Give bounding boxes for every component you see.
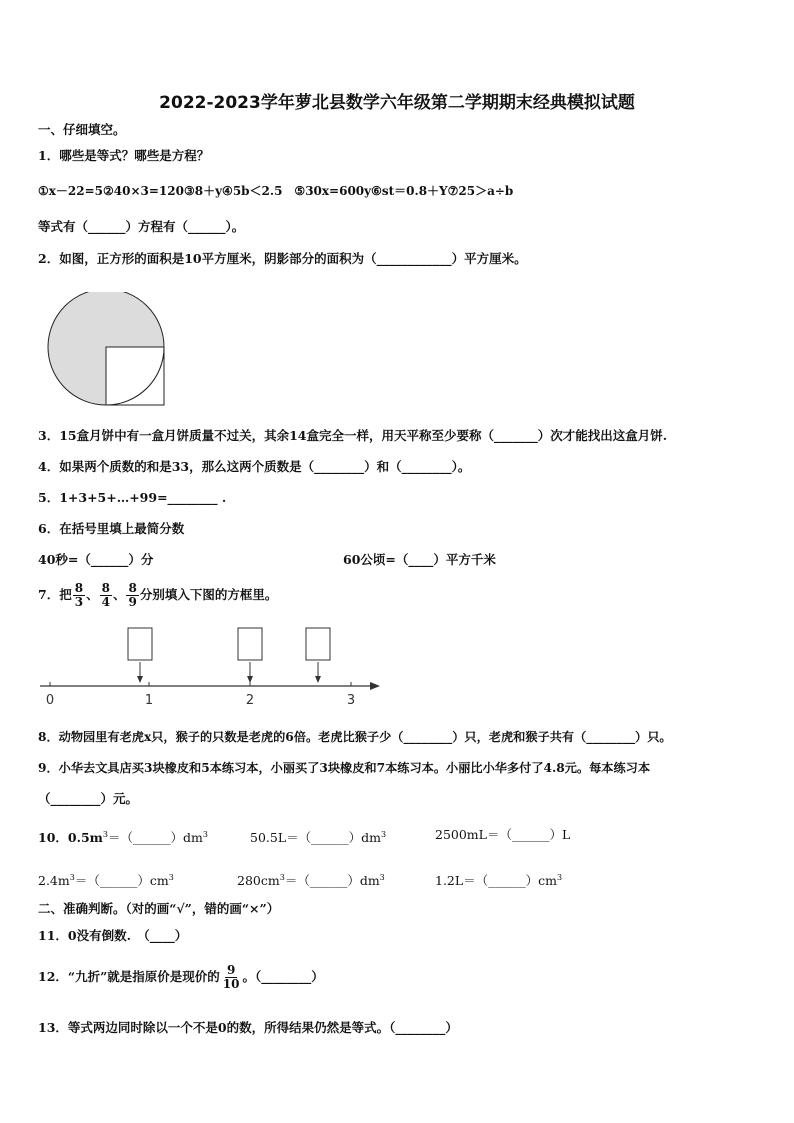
question-1-answer: 等式有（______）方程有（______）。 bbox=[38, 219, 245, 234]
q7-prefix: 7．把 bbox=[38, 587, 72, 602]
answer-box-1 bbox=[128, 628, 152, 660]
fraction-numerator: 9 bbox=[226, 963, 236, 977]
q10-e-value: 280cm bbox=[237, 873, 280, 889]
number-line-figure bbox=[36, 624, 386, 708]
q10-e-answer: ＝（______）dm bbox=[284, 873, 380, 889]
q10-d2-superscript: 3 bbox=[168, 873, 174, 882]
fraction-8-9 bbox=[126, 582, 138, 609]
pointer-arrowhead-1 bbox=[137, 676, 143, 683]
answer-box-2 bbox=[238, 628, 262, 660]
q10-b-superscript: 3 bbox=[381, 830, 387, 839]
section-2-heading: 二、准确判断。（对的画“√”，错的画“×”） bbox=[38, 901, 280, 916]
pointer-arrowhead-3 bbox=[315, 676, 321, 683]
q10-a-superscript: 3 bbox=[102, 830, 108, 839]
fraction-numerator: 8 bbox=[128, 581, 137, 595]
number-line-arrowhead bbox=[370, 682, 380, 690]
q10-d-superscript: 3 bbox=[69, 873, 75, 882]
question-6-stem: 6．在括号里填上最简分数 bbox=[38, 521, 185, 536]
pointer-arrowhead-2 bbox=[247, 676, 253, 683]
question-10-number: 10． bbox=[38, 830, 68, 846]
question-13-text: 13．等式两边同时除以一个不是0的数，所得结果仍然是等式。（________） bbox=[38, 1020, 458, 1035]
page-title: 2022-2023学年萝北县数学六年级第二学期期末经典模拟试题 bbox=[159, 93, 635, 113]
tick-label-2: 2 bbox=[245, 693, 255, 708]
q10-f-superscript: 3 bbox=[557, 873, 563, 882]
q7-separator: 、 bbox=[86, 587, 99, 602]
question-2-text: 2．如图，正方形的面积是10平方厘米，阴影部分的面积为（____________）平方厘米。 bbox=[38, 251, 527, 266]
q7-suffix: 分别填入下图的方框里。 bbox=[139, 587, 278, 602]
question-12-text bbox=[38, 960, 324, 996]
answer-box-3 bbox=[306, 628, 330, 660]
question-6-left: 40秒=（______）分 bbox=[38, 552, 154, 567]
q10-b-answer: 50.5L＝（______）dm bbox=[250, 830, 381, 846]
tick-label-3: 3 bbox=[346, 693, 356, 708]
question-6-right: 60公顷=（____）平方千米 bbox=[343, 552, 496, 567]
q10-a-value: 0.5m bbox=[67, 830, 103, 846]
q12-prefix: 12．“九折”就是指原价是现价的 bbox=[38, 969, 220, 984]
q10-e-superscript: 3 bbox=[279, 873, 285, 882]
question-5-text: 5．1+3+5+…+99=________ . bbox=[38, 490, 227, 505]
question-4-text: 4．如果两个质数的和是33，那么这两个质数是（________）和（________）。 bbox=[38, 459, 471, 474]
white-quarter-circle bbox=[106, 347, 164, 405]
question-10-c: 2500mL＝（______）L bbox=[435, 827, 571, 842]
question-9-line1: 9．小华去文具店买3块橡皮和5本练习本，小丽买了3块橡皮和7本练习本。小丽比小华多付了4.8元。每本练习本 bbox=[38, 761, 651, 775]
question-10-row1 bbox=[38, 827, 208, 846]
q10-a2-superscript: 3 bbox=[202, 830, 208, 839]
question-1-items: ①x－22=5②40×3=120③8＋y④5b＜2.5 ⑤30x=600y⑥st＝0.8＋Y⑦25＞a÷b bbox=[38, 184, 514, 198]
q7-separator: 、 bbox=[112, 587, 126, 602]
question-10-row2 bbox=[38, 870, 174, 889]
tick-label-0: 0 bbox=[45, 693, 55, 708]
question-10-f bbox=[435, 870, 562, 889]
fraction-denominator: 3 bbox=[74, 595, 84, 609]
q12-suffix: 。（________） bbox=[242, 969, 324, 984]
q10-d-value: 2.4m bbox=[38, 873, 70, 889]
q10-e2-superscript: 3 bbox=[379, 873, 385, 882]
q10-a-answer: ＝（______）dm bbox=[107, 830, 203, 846]
question-9-line2: （________）元。 bbox=[38, 791, 139, 806]
question-1-stem: 1．哪些是等式？哪些是方程？ bbox=[38, 148, 210, 163]
fraction-9-10 bbox=[221, 964, 242, 991]
fraction-denominator: 4 bbox=[101, 595, 110, 609]
question-7-stem bbox=[38, 580, 277, 612]
fraction-8-3 bbox=[73, 582, 85, 609]
q10-f-answer: 1.2L＝（______）cm bbox=[435, 873, 558, 889]
tick-label-1: 1 bbox=[144, 693, 154, 708]
fraction-denominator: 10 bbox=[222, 977, 240, 991]
question-10-e bbox=[237, 870, 385, 889]
fraction-numerator: 8 bbox=[74, 581, 84, 595]
question-11-text: 11．0没有倒数. （____） bbox=[38, 928, 188, 943]
fraction-numerator: 8 bbox=[101, 581, 110, 595]
question-10-b bbox=[250, 827, 386, 846]
question-8-text: 8．动物园里有老虎x只，猴子的只数是老虎的6倍。老虎比猴子少（________）只，老虎和猴子共有（________）只。 bbox=[38, 730, 672, 744]
section-1-heading: 一、仔细填空。 bbox=[38, 122, 126, 137]
question-2-figure bbox=[40, 292, 172, 410]
fraction-8-4 bbox=[100, 582, 112, 609]
question-3-text: 3．15盒月饼中有一盒月饼质量不过关，其余14盒完全一样，用天平称至少要称（_______）次才能找出这盒月饼. bbox=[38, 428, 668, 443]
fraction-denominator: 9 bbox=[128, 595, 137, 609]
q10-d-answer: ＝（______）cm bbox=[74, 873, 169, 889]
